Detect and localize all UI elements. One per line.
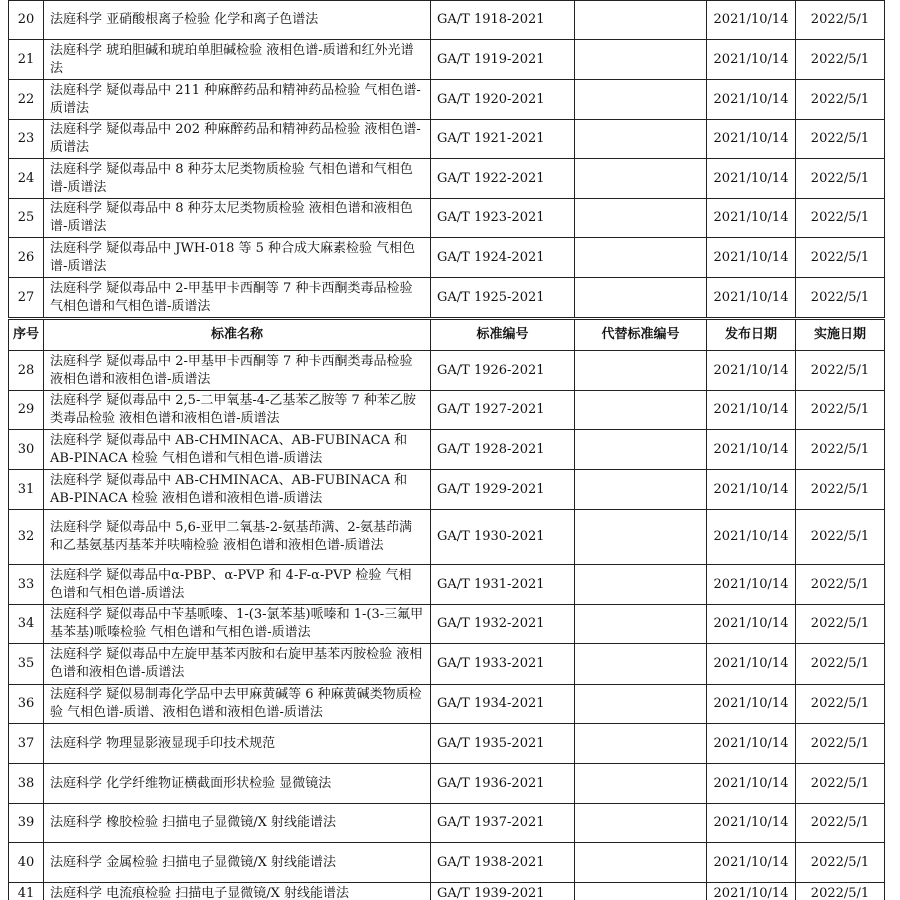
publish-date: 2021/10/14	[707, 565, 796, 605]
effective-date: 2022/5/1	[796, 804, 885, 843]
table-row	[9, 40, 885, 80]
publish-date: 2021/10/14	[707, 80, 796, 120]
standard-name: 法庭科学 疑似易制毒化学品中去甲麻黄碱等 6 种麻黄碱类物质检验 气相色谱-质谱、液相色谱和液相色谱-质谱法	[44, 685, 431, 724]
replaced-standard-code	[575, 351, 707, 391]
publish-date: 2021/10/14	[707, 883, 796, 900]
standards-table-top	[8, 0, 885, 318]
standard-name: 法庭科学 疑似毒品中 2-甲基甲卡西酮等 7 种卡西酮类毒品检验 气相色谱和气相色谱-质谱法	[44, 278, 431, 318]
table-row	[9, 510, 885, 565]
row-seq-number: 32	[9, 510, 44, 565]
standard-name: 法庭科学 琥珀胆碱和琥珀单胆碱检验 液相色谱-质谱和红外光谱法	[44, 40, 431, 80]
standard-name: 法庭科学 电流痕检验 扫描电子显微镜/X 射线能谱法	[44, 883, 431, 900]
publish-date: 2021/10/14	[707, 238, 796, 278]
publish-date: 2021/10/14	[707, 644, 796, 685]
table-row	[9, 1, 885, 40]
standard-name: 法庭科学 疑似毒品中 2,5-二甲氧基-4-乙基苯乙胺等 7 种苯乙胺类毒品检验 液相色谱和液相色谱-质谱法	[44, 391, 431, 430]
table-row	[9, 391, 885, 430]
header-publish-date: 发布日期	[707, 320, 796, 351]
header-code: 标准编号	[431, 320, 575, 351]
table-row	[9, 199, 885, 238]
header-row	[9, 320, 885, 351]
publish-date: 2021/10/14	[707, 804, 796, 843]
row-seq-number: 29	[9, 391, 44, 430]
effective-date: 2022/5/1	[796, 470, 885, 510]
row-seq-number: 21	[9, 40, 44, 80]
replaced-standard-code	[575, 724, 707, 764]
standard-name: 法庭科学 疑似毒品中苄基哌嗪、1-(3-氯苯基)哌嗪和 1-(3-三氟甲基苯基)哌嗪检验 气相色谱和气相色谱-质谱法	[44, 605, 431, 644]
row-seq-number: 31	[9, 470, 44, 510]
effective-date: 2022/5/1	[796, 724, 885, 764]
table-row	[9, 883, 885, 900]
table-row	[9, 724, 885, 764]
effective-date: 2022/5/1	[796, 605, 885, 644]
effective-date: 2022/5/1	[796, 510, 885, 565]
standard-code: GA/T 1924-2021	[431, 238, 575, 278]
header-name: 标准名称	[44, 320, 431, 351]
replaced-standard-code	[575, 843, 707, 883]
replaced-standard-code	[575, 804, 707, 843]
table-row	[9, 764, 885, 804]
table-row	[9, 644, 885, 685]
replaced-standard-code	[575, 278, 707, 318]
effective-date: 2022/5/1	[796, 391, 885, 430]
standard-code: GA/T 1927-2021	[431, 391, 575, 430]
publish-date: 2021/10/14	[707, 470, 796, 510]
table-row	[9, 159, 885, 199]
standard-code: GA/T 1936-2021	[431, 764, 575, 804]
standard-code: GA/T 1918-2021	[431, 1, 575, 40]
effective-date: 2022/5/1	[796, 40, 885, 80]
standard-code: GA/T 1933-2021	[431, 644, 575, 685]
row-seq-number: 27	[9, 278, 44, 318]
row-seq-number: 26	[9, 238, 44, 278]
standard-name: 法庭科学 橡胶检验 扫描电子显微镜/X 射线能谱法	[44, 804, 431, 843]
standard-name: 法庭科学 疑似毒品中左旋甲基苯丙胺和右旋甲基苯丙胺检验 液相色谱和液相色谱-质谱法	[44, 644, 431, 685]
table-row	[9, 238, 885, 278]
standard-name: 法庭科学 疑似毒品中 JWH-018 等 5 种合成大麻素检验 气相色谱-质谱法	[44, 238, 431, 278]
effective-date: 2022/5/1	[796, 80, 885, 120]
replaced-standard-code	[575, 644, 707, 685]
row-seq-number: 24	[9, 159, 44, 199]
replaced-standard-code	[575, 40, 707, 80]
replaced-standard-code	[575, 1, 707, 40]
standard-name: 法庭科学 疑似毒品中 202 种麻醉药品和精神药品检验 液相色谱-质谱法	[44, 120, 431, 159]
standard-code: GA/T 1922-2021	[431, 159, 575, 199]
replaced-standard-code	[575, 510, 707, 565]
standard-code: GA/T 1920-2021	[431, 80, 575, 120]
publish-date: 2021/10/14	[707, 843, 796, 883]
standard-code: GA/T 1932-2021	[431, 605, 575, 644]
effective-date: 2022/5/1	[796, 565, 885, 605]
standard-name: 法庭科学 金属检验 扫描电子显微镜/X 射线能谱法	[44, 843, 431, 883]
row-seq-number: 30	[9, 430, 44, 470]
effective-date: 2022/5/1	[796, 685, 885, 724]
standard-code: GA/T 1931-2021	[431, 565, 575, 605]
effective-date: 2022/5/1	[796, 430, 885, 470]
standard-code: GA/T 1929-2021	[431, 470, 575, 510]
standard-code: GA/T 1937-2021	[431, 804, 575, 843]
replaced-standard-code	[575, 764, 707, 804]
standard-code: GA/T 1921-2021	[431, 120, 575, 159]
row-seq-number: 36	[9, 685, 44, 724]
row-seq-number: 23	[9, 120, 44, 159]
row-seq-number: 40	[9, 843, 44, 883]
header-replace: 代替标准编号	[575, 320, 707, 351]
publish-date: 2021/10/14	[707, 1, 796, 40]
table-row	[9, 565, 885, 605]
standard-code: GA/T 1919-2021	[431, 40, 575, 80]
table-row	[9, 470, 885, 510]
replaced-standard-code	[575, 238, 707, 278]
publish-date: 2021/10/14	[707, 605, 796, 644]
standard-code: GA/T 1923-2021	[431, 199, 575, 238]
table-row	[9, 351, 885, 391]
standard-code: GA/T 1935-2021	[431, 724, 575, 764]
standard-name: 法庭科学 疑似毒品中 2-甲基甲卡西酮等 7 种卡西酮类毒品检验 液相色谱和液相色谱-质谱法	[44, 351, 431, 391]
table-row	[9, 605, 885, 644]
row-seq-number: 22	[9, 80, 44, 120]
row-seq-number: 37	[9, 724, 44, 764]
effective-date: 2022/5/1	[796, 120, 885, 159]
publish-date: 2021/10/14	[707, 159, 796, 199]
standard-code: GA/T 1939-2021	[431, 883, 575, 900]
standard-code: GA/T 1938-2021	[431, 843, 575, 883]
standard-name: 法庭科学 疑似毒品中α-PBP、α-PVP 和 4-F-α-PVP 检验 气相色谱和气相色谱-质谱法	[44, 565, 431, 605]
effective-date: 2022/5/1	[796, 238, 885, 278]
publish-date: 2021/10/14	[707, 685, 796, 724]
header-seq: 序号	[9, 320, 44, 351]
standard-name: 法庭科学 化学纤维物证横截面形状检验 显微镜法	[44, 764, 431, 804]
table-row	[9, 843, 885, 883]
effective-date: 2022/5/1	[796, 883, 885, 900]
standard-name: 法庭科学 疑似毒品中 AB-CHMINACA、AB-FUBINACA 和 AB-PINACA 检验 气相色谱和气相色谱-质谱法	[44, 430, 431, 470]
standard-code: GA/T 1930-2021	[431, 510, 575, 565]
standards-table-bottom	[8, 319, 885, 900]
row-seq-number: 38	[9, 764, 44, 804]
publish-date: 2021/10/14	[707, 391, 796, 430]
table-body-bottom	[9, 351, 885, 900]
standard-code: GA/T 1926-2021	[431, 351, 575, 391]
row-seq-number: 35	[9, 644, 44, 685]
row-seq-number: 25	[9, 199, 44, 238]
publish-date: 2021/10/14	[707, 510, 796, 565]
standard-code: GA/T 1934-2021	[431, 685, 575, 724]
standard-name: 法庭科学 疑似毒品中 8 种芬太尼类物质检验 气相色谱和气相色谱-质谱法	[44, 159, 431, 199]
standard-code: GA/T 1928-2021	[431, 430, 575, 470]
table-body-top	[9, 1, 885, 318]
replaced-standard-code	[575, 883, 707, 900]
row-seq-number: 39	[9, 804, 44, 843]
publish-date: 2021/10/14	[707, 724, 796, 764]
replaced-standard-code	[575, 605, 707, 644]
standard-name: 法庭科学 疑似毒品中 AB-CHMINACA、AB-FUBINACA 和 AB-PINACA 检验 液相色谱和液相色谱-质谱法	[44, 470, 431, 510]
effective-date: 2022/5/1	[796, 351, 885, 391]
replaced-standard-code	[575, 565, 707, 605]
standard-name: 法庭科学 亚硝酸根离子检验 化学和离子色谱法	[44, 1, 431, 40]
row-seq-number: 33	[9, 565, 44, 605]
standard-name: 法庭科学 疑似毒品中 8 种芬太尼类物质检验 液相色谱和液相色谱-质谱法	[44, 199, 431, 238]
row-seq-number: 34	[9, 605, 44, 644]
replaced-standard-code	[575, 120, 707, 159]
effective-date: 2022/5/1	[796, 764, 885, 804]
publish-date: 2021/10/14	[707, 351, 796, 391]
effective-date: 2022/5/1	[796, 1, 885, 40]
effective-date: 2022/5/1	[796, 644, 885, 685]
table-row	[9, 430, 885, 470]
table-row	[9, 80, 885, 120]
table-row	[9, 804, 885, 843]
replaced-standard-code	[575, 80, 707, 120]
replaced-standard-code	[575, 199, 707, 238]
publish-date: 2021/10/14	[707, 120, 796, 159]
replaced-standard-code	[575, 159, 707, 199]
effective-date: 2022/5/1	[796, 199, 885, 238]
replaced-standard-code	[575, 470, 707, 510]
effective-date: 2022/5/1	[796, 278, 885, 318]
standard-name: 法庭科学 物理显影液显现手印技术规范	[44, 724, 431, 764]
table-header	[9, 320, 885, 351]
publish-date: 2021/10/14	[707, 430, 796, 470]
table-row	[9, 278, 885, 318]
table-row	[9, 685, 885, 724]
publish-date: 2021/10/14	[707, 278, 796, 318]
table-row	[9, 120, 885, 159]
header-effective-date: 实施日期	[796, 320, 885, 351]
publish-date: 2021/10/14	[707, 764, 796, 804]
replaced-standard-code	[575, 685, 707, 724]
row-seq-number: 20	[9, 1, 44, 40]
row-seq-number: 28	[9, 351, 44, 391]
replaced-standard-code	[575, 391, 707, 430]
publish-date: 2021/10/14	[707, 199, 796, 238]
effective-date: 2022/5/1	[796, 159, 885, 199]
standard-code: GA/T 1925-2021	[431, 278, 575, 318]
standard-name: 法庭科学 疑似毒品中 5,6-亚甲二氧基-2-氨基茚满、2-氨基茚满和乙基氨基丙基苯并呋喃检验 液相色谱和液相色谱-质谱法	[44, 510, 431, 565]
standard-name: 法庭科学 疑似毒品中 211 种麻醉药品和精神药品检验 气相色谱-质谱法	[44, 80, 431, 120]
effective-date: 2022/5/1	[796, 843, 885, 883]
publish-date: 2021/10/14	[707, 40, 796, 80]
replaced-standard-code	[575, 430, 707, 470]
row-seq-number: 41	[9, 883, 44, 900]
